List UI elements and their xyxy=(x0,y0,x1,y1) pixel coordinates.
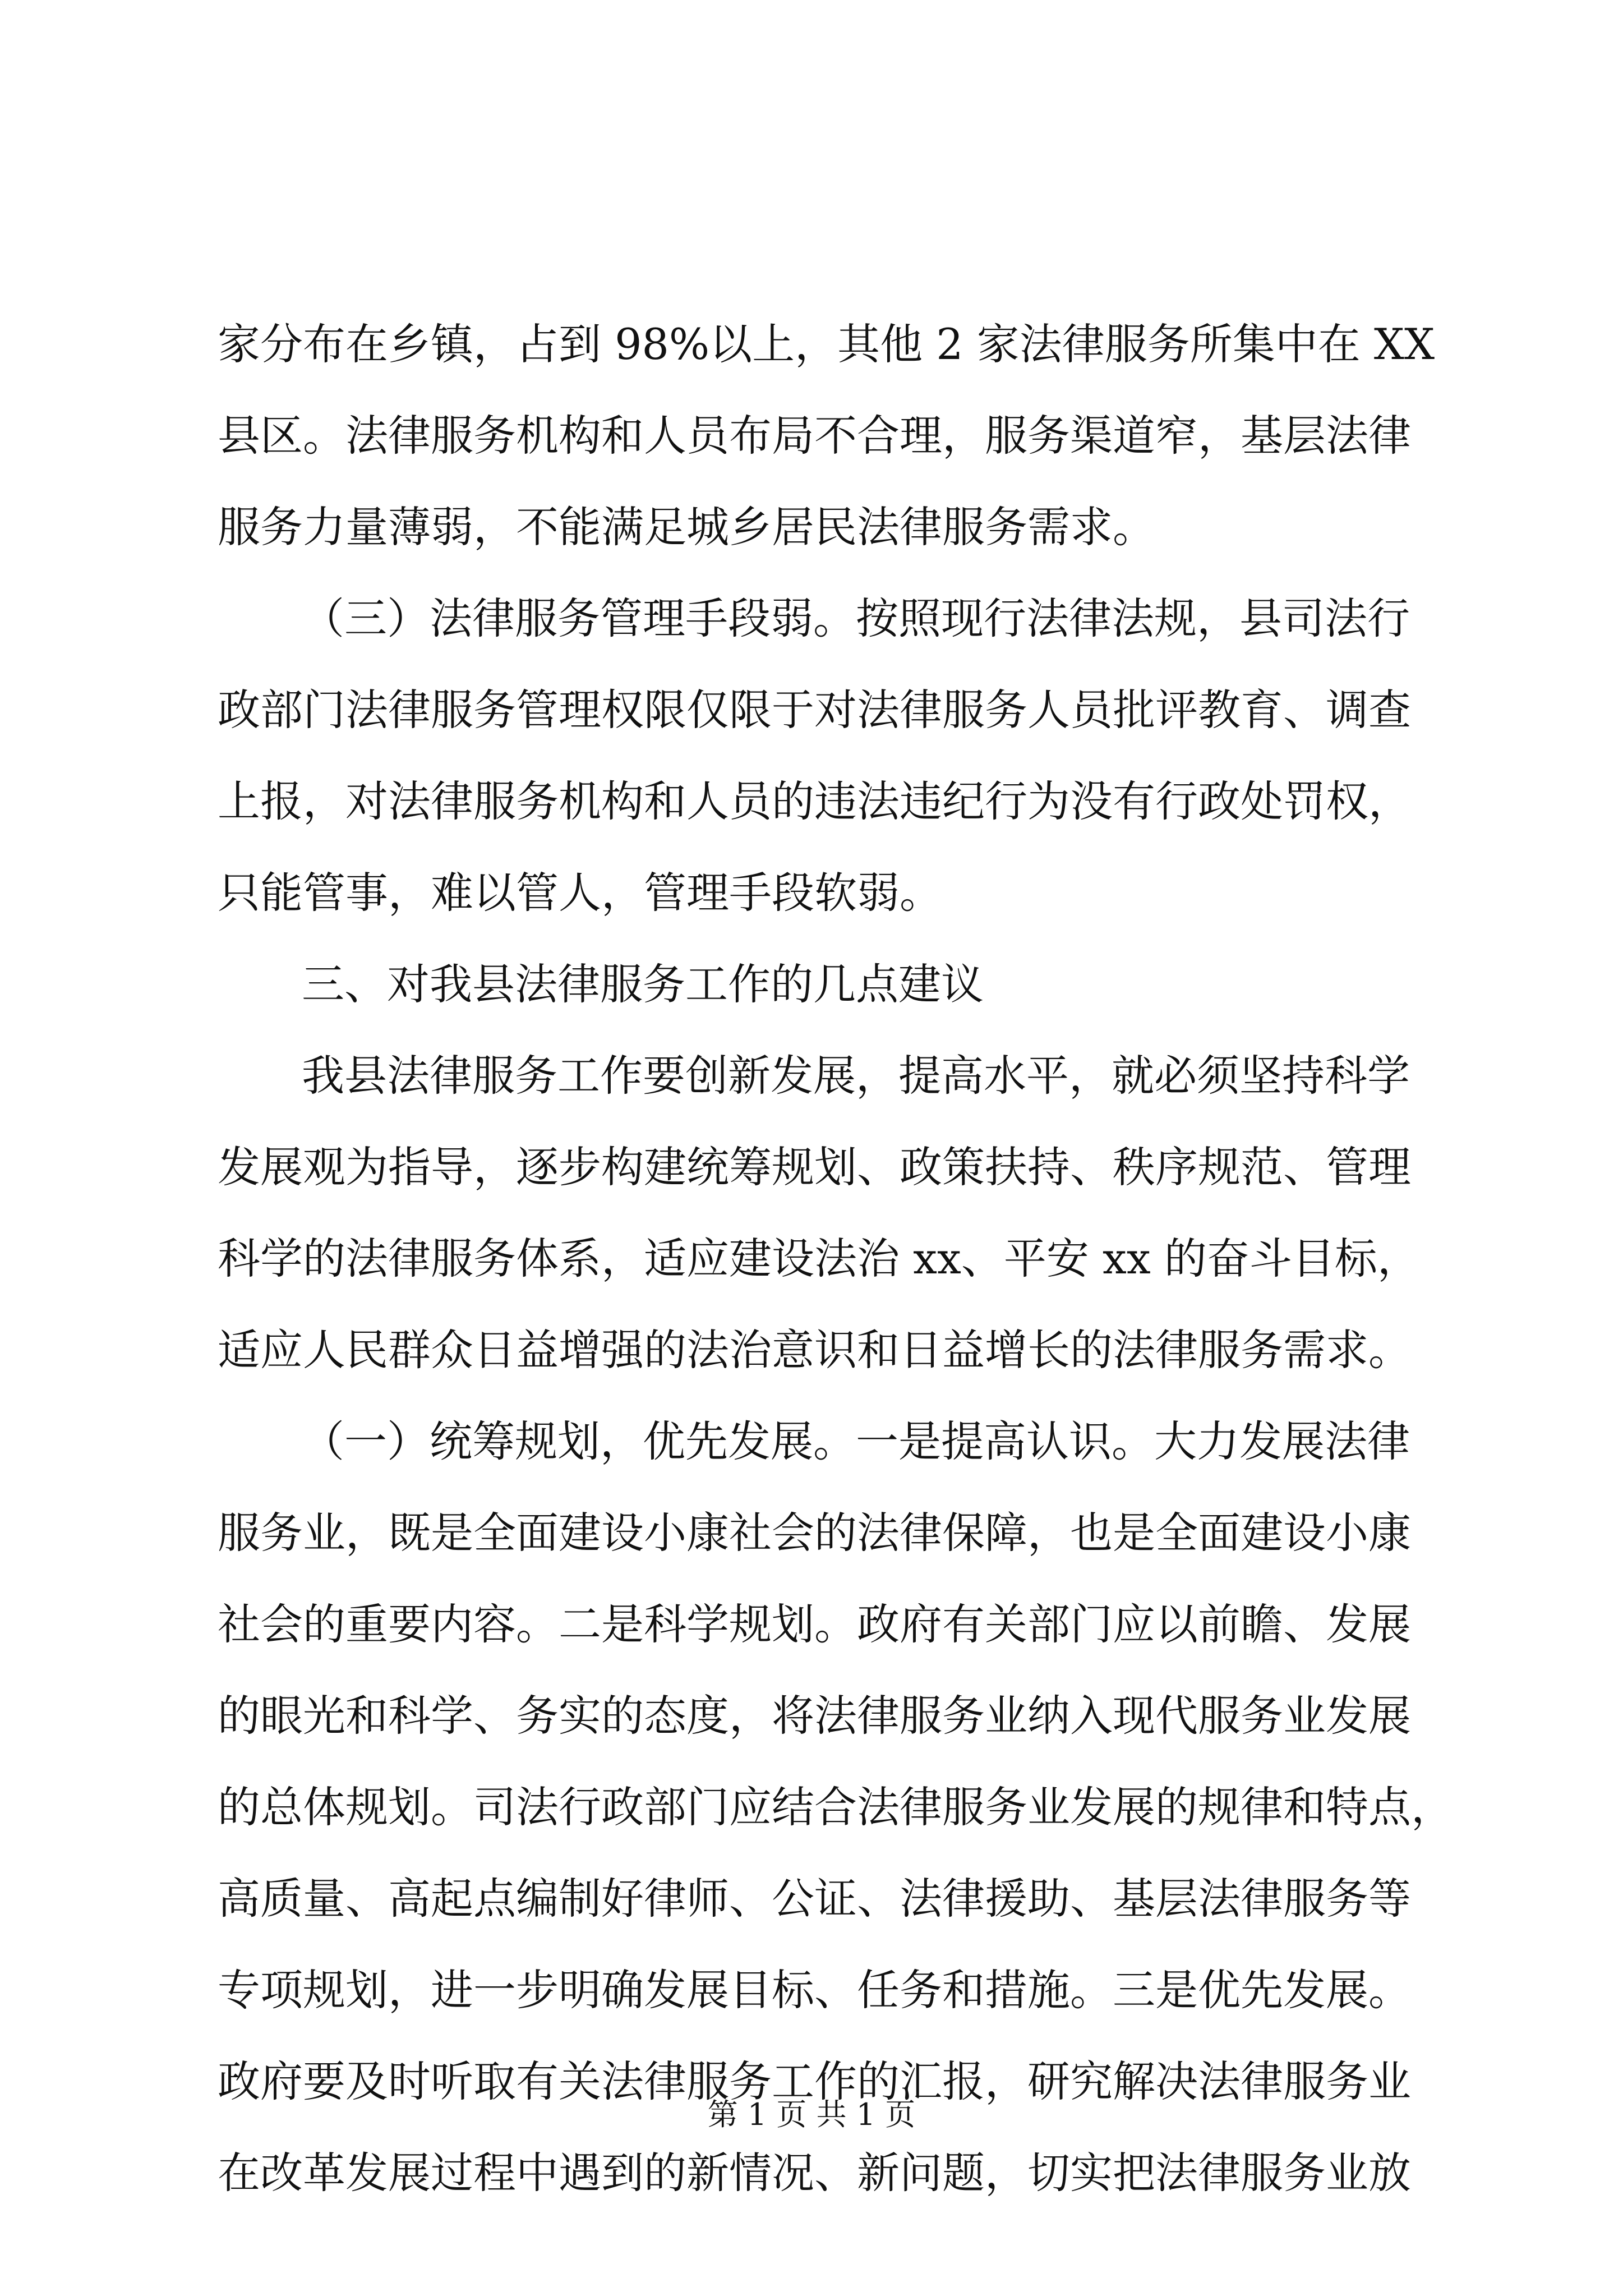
text-line: 三、对我县法律服务工作的几点建议 xyxy=(302,959,984,1009)
text-line: 政府要及时听取有关法律服务工作的汇报，研究解决法律服务业 xyxy=(218,2056,1411,2106)
text-line: 专项规划，进一步明确发展目标、任务和措施。三是优先发展。 xyxy=(218,1965,1411,2015)
document-body xyxy=(218,298,1454,2219)
text-line: 服务业，既是全面建设小康社会的法律保障，也是全面建设小康 xyxy=(218,1508,1411,1558)
text-line: 在改革发展过程中遇到的新情况、新问题，切实把法律服务业放 xyxy=(218,2148,1411,2198)
text-line: 适应人民群众日益增强的法治意识和日益增长的法律服务需求。 xyxy=(218,1325,1411,1375)
text-line: 社会的重要内容。二是科学规划。政府有关部门应以前瞻、发展 xyxy=(218,1599,1411,1649)
page-footer: 第 1 页 共 1 页 xyxy=(707,2097,916,2132)
text-line: （一）统筹规划，优先发展。一是提高认识。大力发展法律 xyxy=(302,1416,1410,1466)
text-line: 家分布在乡镇，占到 98%以上，其他 2 家法律服务所集中在 XX xyxy=(218,319,1435,369)
text-line: 政部门法律服务管理权限仅限于对法律服务人员批评教育、调查 xyxy=(218,685,1411,735)
text-line: 只能管事，难以管人，管理手段软弱。 xyxy=(218,868,942,918)
text-line: 高质量、高起点编制好律师、公证、法律援助、基层法律服务等 xyxy=(218,1874,1411,1924)
text-line: 发展观为指导，逐步构建统筹规划、政策扶持、秩序规范、管理 xyxy=(218,1142,1411,1192)
text-line: （三）法律服务管理手段弱。按照现行法律法规，县司法行 xyxy=(302,593,1410,643)
text-line: 上报，对法律服务机构和人员的违法违纪行为没有行政处罚权， xyxy=(218,776,1411,826)
text-line: 的眼光和科学、务实的态度，将法律服务业纳入现代服务业发展 xyxy=(218,1691,1411,1741)
text-line: 服务力量薄弱，不能满足城乡居民法律服务需求。 xyxy=(218,502,1155,552)
text-line: 科学的法律服务体系，适应建设法治 xx、平安 xx 的奋斗目标， xyxy=(218,1234,1420,1283)
text-line: 我县法律服务工作要创新发展，提高水平，就必须坚持科学 xyxy=(302,1051,1410,1101)
text-line: 的总体规划。司法行政部门应结合法律服务业发展的规律和特点， xyxy=(218,1782,1454,1832)
text-line: 县区。法律服务机构和人员布局不合理，服务渠道窄，基层法律 xyxy=(218,411,1411,461)
